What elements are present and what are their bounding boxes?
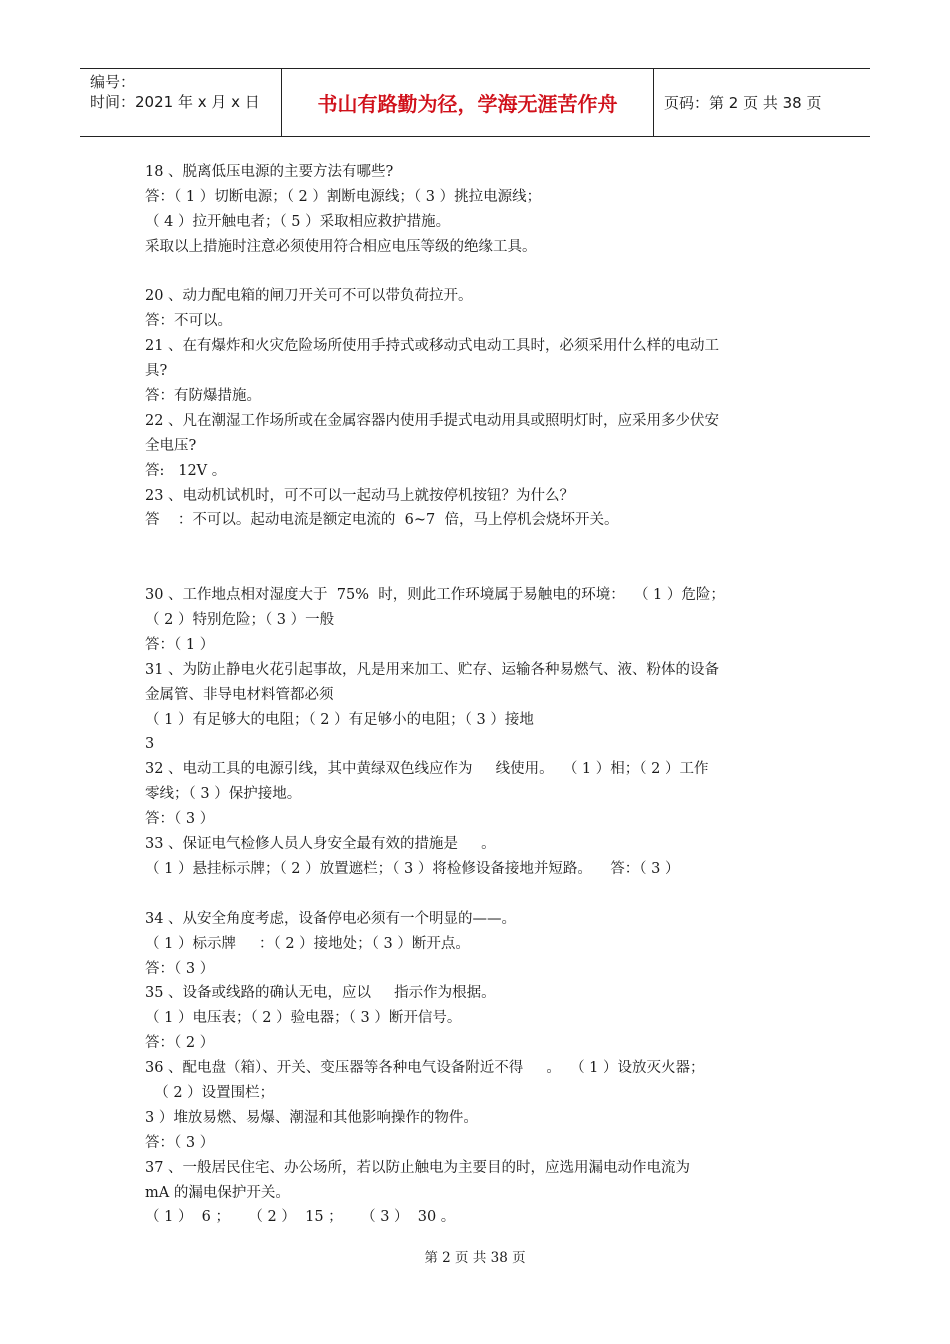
text-line: （ 1 ）有足够大的电阻；（ 2 ）有足够小的电阻；（ 3 ）接地 (145, 711, 534, 728)
text-line: 3 ）堆放易燃、易爆、潮湿和其他影响操作的物件。 (145, 1109, 478, 1126)
text-line (145, 260, 815, 285)
text-line: 18 、脱离低压电源的主要方法有哪些? (145, 164, 394, 180)
text-line: 21 、在有爆炸和火灾危险场所使用手持式或移动式电动工具时，必须采用什么样的电动工 (145, 338, 720, 355)
text-line: （ 1 ） 6 ； （ 2 ） 15 ； （ 3 ） 30 。 (145, 1209, 456, 1226)
text-line: 答：（ 1 ） (145, 636, 215, 653)
text-line: （ 1 ）悬挂标示牌；（ 2 ）放置遮栏；（ 3 ）将检修设备接地并短路。 答：（ 3 ） (145, 860, 680, 877)
text-line: 答：不可以。 (145, 313, 232, 330)
text-line: 35 、设备或线路的确认无电，应以 指示作为根据。 (145, 985, 496, 1002)
text-line: 32 、电动工具的电源引线，其中黄绿双色线应作为 线使用。 （ 1 ）相；（ 2 ）工作 (145, 761, 709, 778)
text-line: 答：（ 3 ） (145, 811, 215, 828)
text-line (145, 533, 815, 558)
text-line: 答：（ 3 ） (145, 960, 215, 977)
text-line: mA 的漏电保护开关。 (145, 1184, 290, 1201)
text-line: 答: 12V 。 (145, 462, 227, 479)
text-line: 36 、配电盘（箱）、开关、变压器等各种电气设备附近不得 。 （ 1 ）设放灭火器； (145, 1060, 705, 1077)
header-meta (80, 69, 282, 136)
text-line: （ 1 ）电压表；（ 2 ）验电器；（ 3 ）断开信号。 (145, 1010, 462, 1027)
text-line: 答 ：不可以。起动电流是额定电流的 6~7 倍，马上停机会烧坏开关。 (145, 512, 619, 529)
text-line (145, 882, 815, 907)
text-line: 答：有防爆措施。 (145, 388, 261, 405)
header-number-label: 编号： (90, 73, 136, 91)
text-line: 34 、从安全角度考虑，设备停电必须有一个明显的——。 (145, 910, 517, 927)
header-page-info: 页码：第 2 页 共 38 页 (664, 94, 822, 112)
text-line: 金属管、非导电材料管都必须 (145, 686, 334, 703)
text-line: 具? (145, 363, 168, 380)
text-line: 23 、电动机试机时，可不可以一起动马上就按停机按钮？为什么？ (145, 487, 575, 504)
text-line: 33 、保证电气检修人员人身安全最有效的措施是 。 (145, 836, 496, 853)
text-line: （ 1 ）标示牌 ：（ 2 ）接地处；（ 3 ）断开点。 (145, 935, 470, 952)
text-line: 20 、动力配电箱的闸刀开关可不可以带负荷拉开。 (145, 288, 473, 305)
text-line: 3 (145, 736, 155, 753)
text-line: （ 2 ）特别危险；（ 3 ）一般 (145, 612, 335, 629)
page-footer: 第 2 页 共 38 页 (424, 1250, 526, 1266)
text-line: 31 、为防止静电火花引起事故，凡是用来加工、贮存、运输各种易燃气、液、粉体的设备 (145, 661, 720, 678)
text-line: 答：（ 1 ）切断电源；（ 2 ）割断电源线；（ 3 ）挑拉电源线； (145, 188, 542, 205)
text-line: 采取以上措施时注意必须使用符合相应电压等级的绝缘工具。 (145, 238, 537, 255)
text-line: （ 2 ）设置围栏； (145, 1084, 275, 1101)
text-line: 30 、工作地点相对湿度大于 75% 时，则此工作环境属于易触电的环境： （ 1 ）危险； (145, 587, 725, 604)
document-body (145, 160, 815, 1230)
header-motto: 书山有路勤为径，学海无涯苦作舟 (282, 69, 654, 136)
text-line: 37 、一般居民住宅、办公场所，若以防止触电为主要目的时，应选用漏电动作电流为 (145, 1159, 691, 1176)
text-line: 全电压? (145, 437, 197, 454)
text-line: （ 4 ）拉开触电者；（ 5 ）采取相应救护措施。 (145, 213, 451, 230)
text-line: 答：（ 2 ） (145, 1035, 215, 1052)
text-line: 答：（ 3 ） (145, 1134, 215, 1151)
text-line (145, 558, 815, 583)
header-time-label: 时间：2021 年 x 月 x 日 (90, 93, 260, 111)
text-line: 零线；（ 3 ）保护接地。 (145, 786, 302, 803)
page-header (80, 68, 870, 137)
text-line: 22 、凡在潮湿工作场所或在金属容器内使用手提式电动用具或照明灯时，应采用多少伏安 (145, 412, 720, 429)
